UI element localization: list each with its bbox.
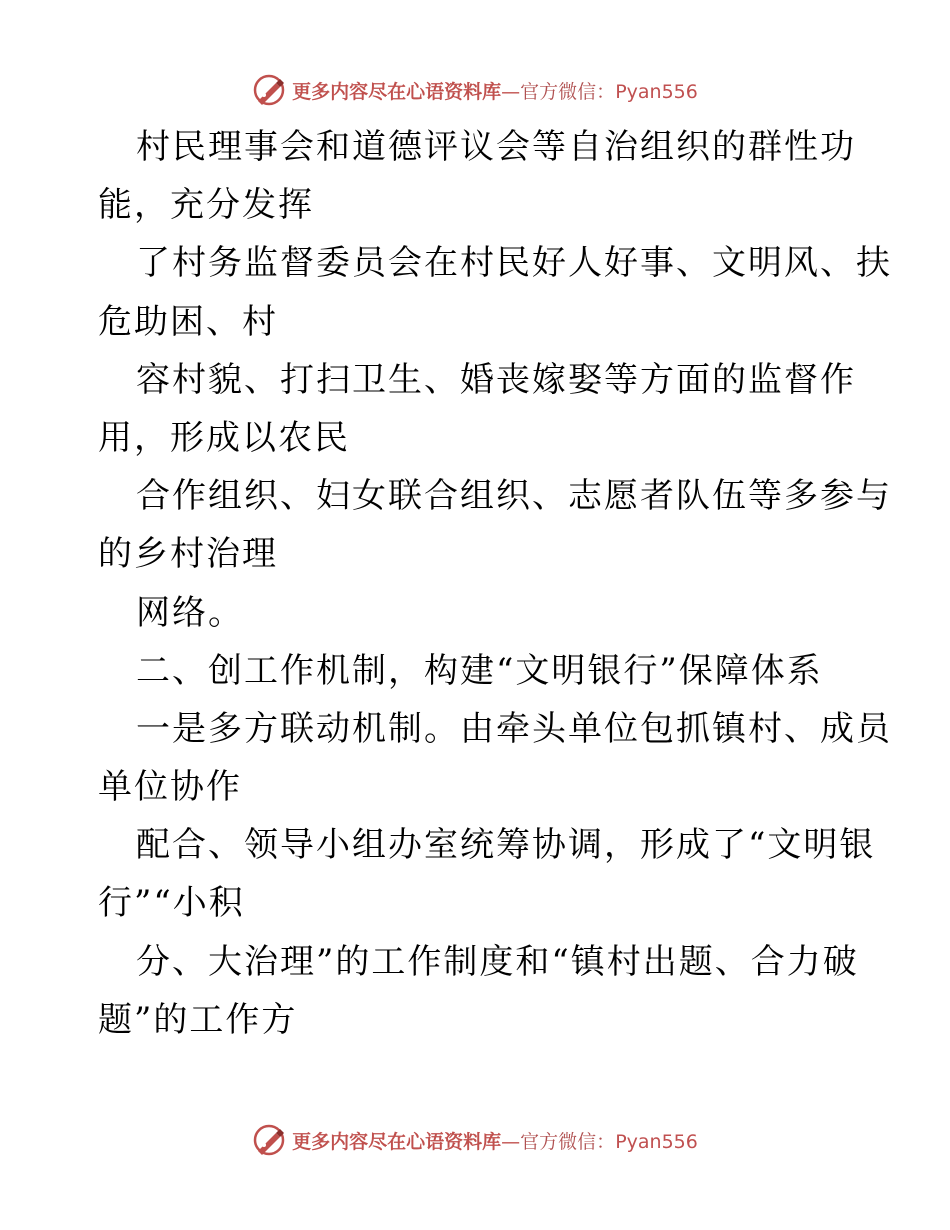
text-line: 一是多方联动机制。由牵头单位包抓镇村、成员: [136, 708, 892, 749]
text-line: 的乡村治理: [98, 534, 278, 575]
text-line: 村民理事会和道德评议会等自治组织的群性功: [136, 127, 856, 167]
text-line: 二、创工作机制，构建“文明银行”保障体系: [136, 650, 823, 691]
footer-dash: —: [501, 1130, 521, 1153]
text-line: 合作组织、妇女联合组织、志愿者队伍等多参与: [136, 476, 892, 517]
text-line: 了村务监督委员会在村民好人好事、文明风、扶: [136, 243, 892, 284]
text-line: 能，充分发挥: [98, 185, 314, 226]
banner-wechat-label: 官方微信：: [520, 80, 616, 103]
text-line: 单位协作: [98, 767, 242, 808]
banner-dash: —: [501, 80, 521, 103]
text-line: 用，形成以农民: [98, 417, 350, 458]
text-line: 行”“小积: [98, 883, 245, 924]
document-body: [98, 118, 892, 1049]
text-line: 网络。: [136, 592, 244, 633]
pen-logo-icon: [252, 1123, 286, 1157]
text-line: 配合、领导小组办室统筹协调，形成了“文明银: [136, 825, 876, 866]
footer-main-text: 更多内容尽在心语资料库: [292, 1130, 502, 1153]
pen-logo-icon: [252, 73, 286, 107]
footer-wechat-label: 官方微信：: [520, 1130, 616, 1153]
header-banner: [0, 70, 950, 110]
banner-wechat-id: Pyan556: [615, 80, 698, 103]
banner-main-text: 更多内容尽在心语资料库: [292, 80, 502, 103]
text-line: 危助困、村: [98, 301, 278, 342]
footer-banner: [0, 1120, 950, 1160]
footer-wechat-id: Pyan556: [615, 1130, 698, 1153]
text-line: 容村貌、打扫卫生、婚丧嫁娶等方面的监督作: [136, 359, 856, 400]
text-line: 题”的工作方: [98, 999, 298, 1040]
text-line: 分、大治理”的工作制度和“镇村出题、合力破: [136, 941, 859, 982]
